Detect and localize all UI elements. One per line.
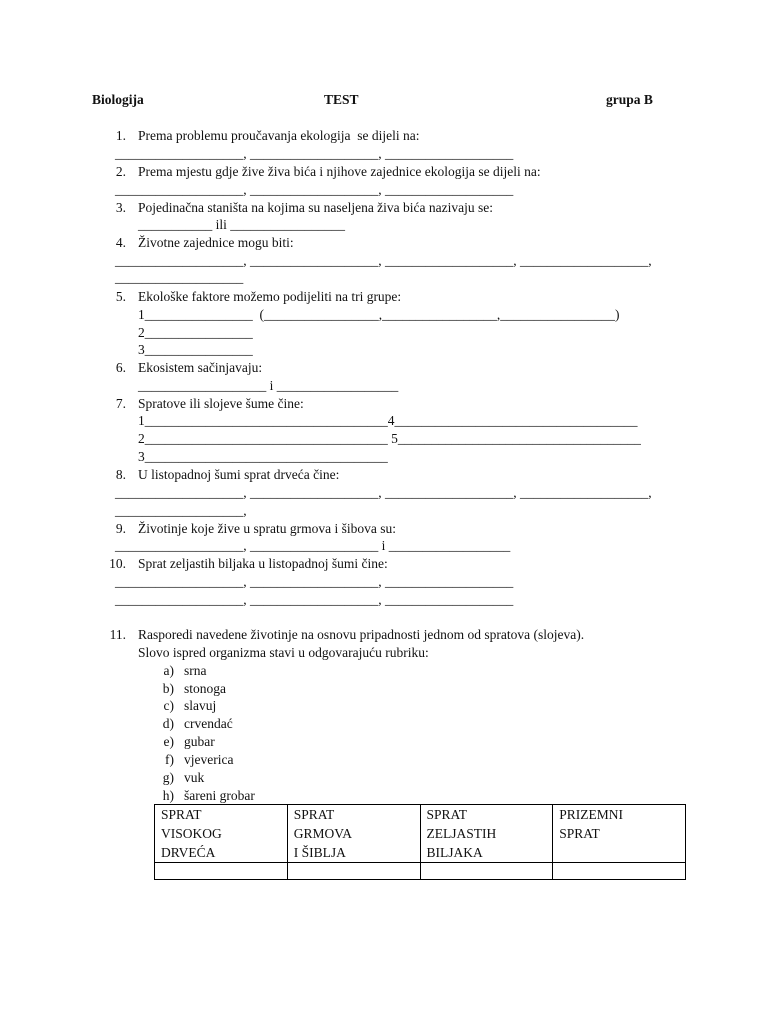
- answer-line[interactable]: 1________________ (_________________,_________________,_________________): [138, 307, 620, 322]
- header-cell-ground-layer: PRIZEMNI SPRAT: [553, 805, 686, 863]
- question-number: 3.: [115, 200, 126, 215]
- option-text: gubar: [184, 734, 215, 749]
- header-cell-herb-layer: SPRAT ZELJASTIH BILJAKA: [420, 805, 553, 863]
- option-text: stonoga: [184, 681, 226, 696]
- answer-line[interactable]: ___________________, ___________________, ___________________, ___________________,: [115, 253, 652, 268]
- option-letter: g): [162, 770, 174, 785]
- option-letter: e): [163, 734, 174, 749]
- answer-line[interactable]: 2________________: [138, 325, 253, 340]
- question-number: 5.: [115, 289, 126, 304]
- question-number: 8.: [115, 467, 126, 482]
- answer-line[interactable]: ___________________, ___________________, ___________________: [115, 146, 514, 161]
- question-text: Sprat zeljastih biljaka u listopadnoj šumi čine:: [138, 556, 388, 571]
- header-cell-shrub-layer: SPRAT GRMOVA I ŠIBLJA: [287, 805, 420, 863]
- group-label: grupa B: [606, 92, 653, 107]
- question-text: Ekološke faktore možemo podijeliti na tri grupe:: [138, 289, 402, 304]
- answer-line[interactable]: ___________________, ___________________ i __________________: [115, 538, 511, 553]
- option-text: šareni grobar: [184, 788, 255, 803]
- question-text: Ekosistem sačinjavaju:: [138, 360, 263, 375]
- option-text: slavuj: [184, 698, 217, 713]
- answer-line[interactable]: 3____________________________________: [138, 449, 388, 464]
- question-number: 4.: [115, 235, 126, 250]
- option-letter: c): [163, 698, 174, 713]
- answer-line[interactable]: ___________________,: [115, 503, 247, 518]
- option-letter: a): [163, 663, 174, 678]
- option-letter: f): [165, 752, 174, 767]
- layer-table: [154, 804, 686, 880]
- answer-line[interactable]: ___________________: [115, 270, 244, 285]
- option-text: vjeverica: [184, 752, 234, 767]
- question-text: Spratove ili slojeve šume čine:: [138, 396, 304, 411]
- answer-line[interactable]: ___________________, ___________________, ___________________: [115, 574, 514, 589]
- question-number: 11.: [109, 627, 126, 642]
- answer-cell[interactable]: [420, 863, 553, 880]
- question-number: 10.: [109, 556, 126, 571]
- subject-label: Biologija: [92, 92, 144, 107]
- answer-cell[interactable]: [553, 863, 686, 880]
- question-instruction: Slovo ispred organizma stavi u odgovarajuću rubriku:: [138, 645, 429, 660]
- answer-line[interactable]: 1____________________________________4____________________________________: [138, 413, 638, 428]
- answer-cell[interactable]: [155, 863, 288, 880]
- answer-line[interactable]: 2____________________________________ 5____________________________________: [138, 431, 641, 446]
- question-text: U listopadnoj šumi sprat drveća čine:: [138, 467, 340, 482]
- option-letter: b): [162, 681, 174, 696]
- answer-line[interactable]: ___________________ i __________________: [138, 378, 399, 393]
- option-text: srna: [184, 663, 207, 678]
- question-number: 6.: [115, 360, 126, 375]
- option-text: crvendać: [184, 716, 233, 731]
- answer-line[interactable]: 3________________: [138, 342, 253, 357]
- answer-line[interactable]: ___________________, ___________________, ___________________, ___________________,: [115, 485, 652, 500]
- answer-line[interactable]: ___________ ili _________________: [138, 217, 346, 232]
- header-cell-tree-layer: SPRAT VISOKOG DRVEĆA: [155, 805, 288, 863]
- question-number: 2.: [115, 164, 126, 179]
- question-text: Prema problemu proučavanja ekologija se dijeli na:: [138, 128, 420, 143]
- table-header-row: [155, 805, 686, 863]
- question-text: Prema mjestu gdje žive živa bića i njihove zajednice ekologija se dijeli na:: [138, 164, 541, 179]
- option-letter: d): [162, 716, 174, 731]
- question-text: Pojedinačna staništa na kojima su naseljena živa bića nazivaju se:: [138, 200, 494, 215]
- question-text: Rasporedi navedene životinje na osnovu pripadnosti jednom od spratova (slojeva).: [138, 627, 585, 642]
- option-text: vuk: [184, 770, 205, 785]
- question-text: Životinje koje žive u spratu grmova i šibova su:: [138, 521, 396, 536]
- option-letter: h): [162, 788, 174, 803]
- question-number: 7.: [115, 396, 126, 411]
- table-answer-row: [155, 863, 686, 880]
- answer-line[interactable]: ___________________, ___________________, ___________________: [115, 182, 514, 197]
- question-number: 1.: [115, 128, 126, 143]
- page-title: TEST: [324, 92, 359, 107]
- question-text: Životne zajednice mogu biti:: [138, 235, 294, 250]
- answer-line[interactable]: ___________________, ___________________, ___________________: [115, 592, 514, 607]
- answer-cell[interactable]: [287, 863, 420, 880]
- question-number: 9.: [115, 521, 126, 536]
